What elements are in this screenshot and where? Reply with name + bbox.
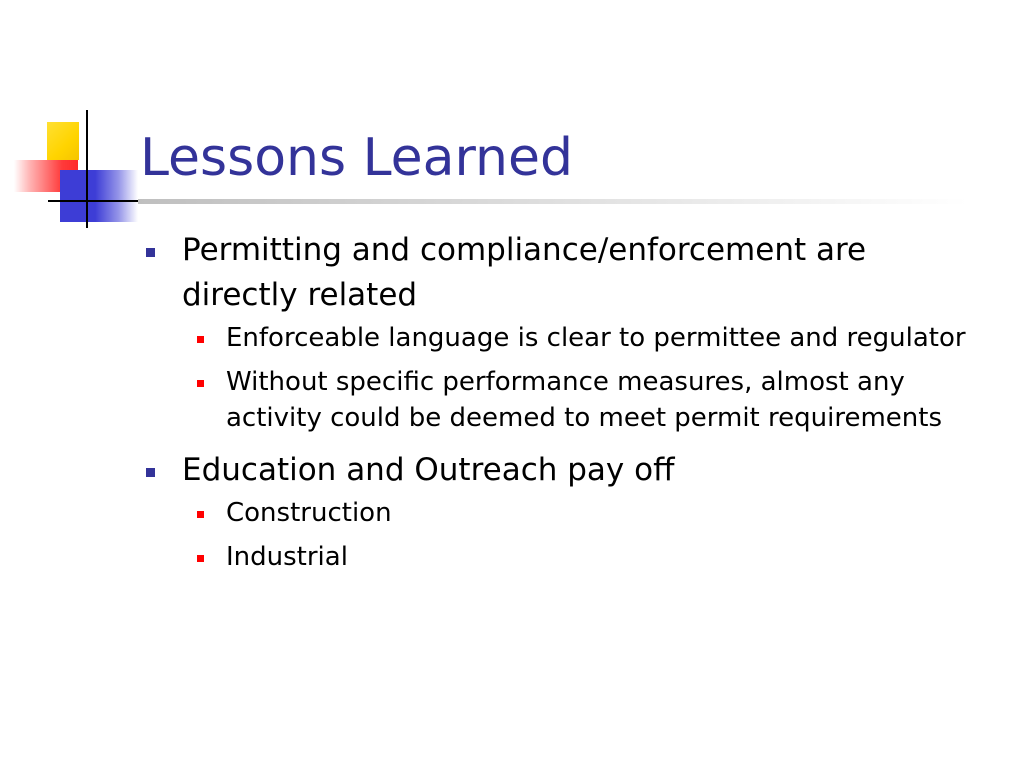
sub-bullet-item — [190, 364, 966, 436]
sub-bullet-text: Construction — [226, 498, 392, 528]
square-bullet-icon — [197, 380, 204, 387]
bullet-item — [146, 228, 966, 318]
bullet-item — [146, 448, 966, 493]
horizontal-line-decoration — [48, 200, 138, 202]
title-underline — [138, 199, 968, 204]
yellow-square-decoration — [47, 122, 79, 160]
sub-bullet-item — [190, 495, 966, 531]
sub-bullet-item — [190, 539, 966, 575]
blue-square-decoration — [60, 170, 138, 222]
slide-title: Lessons Learned — [140, 128, 573, 188]
sub-bullet-text: Enforceable language is clear to permittee and regulator — [226, 323, 966, 353]
sub-bullet-item — [190, 320, 966, 356]
vertical-line-decoration — [86, 110, 88, 228]
square-bullet-icon — [146, 248, 155, 257]
sub-bullet-text: Industrial — [226, 542, 348, 572]
sub-bullet-text: Without specific performance measures, almost any activity could be deemed to meet permit requirements — [226, 367, 942, 433]
square-bullet-icon — [197, 511, 204, 518]
square-bullet-icon — [197, 555, 204, 562]
square-bullet-icon — [197, 336, 204, 343]
slide-body — [146, 228, 966, 583]
bullet-text: Permitting and compliance/enforcement are directly related — [182, 232, 867, 313]
bullet-text: Education and Outreach pay off — [182, 452, 675, 488]
square-bullet-icon — [146, 468, 155, 477]
